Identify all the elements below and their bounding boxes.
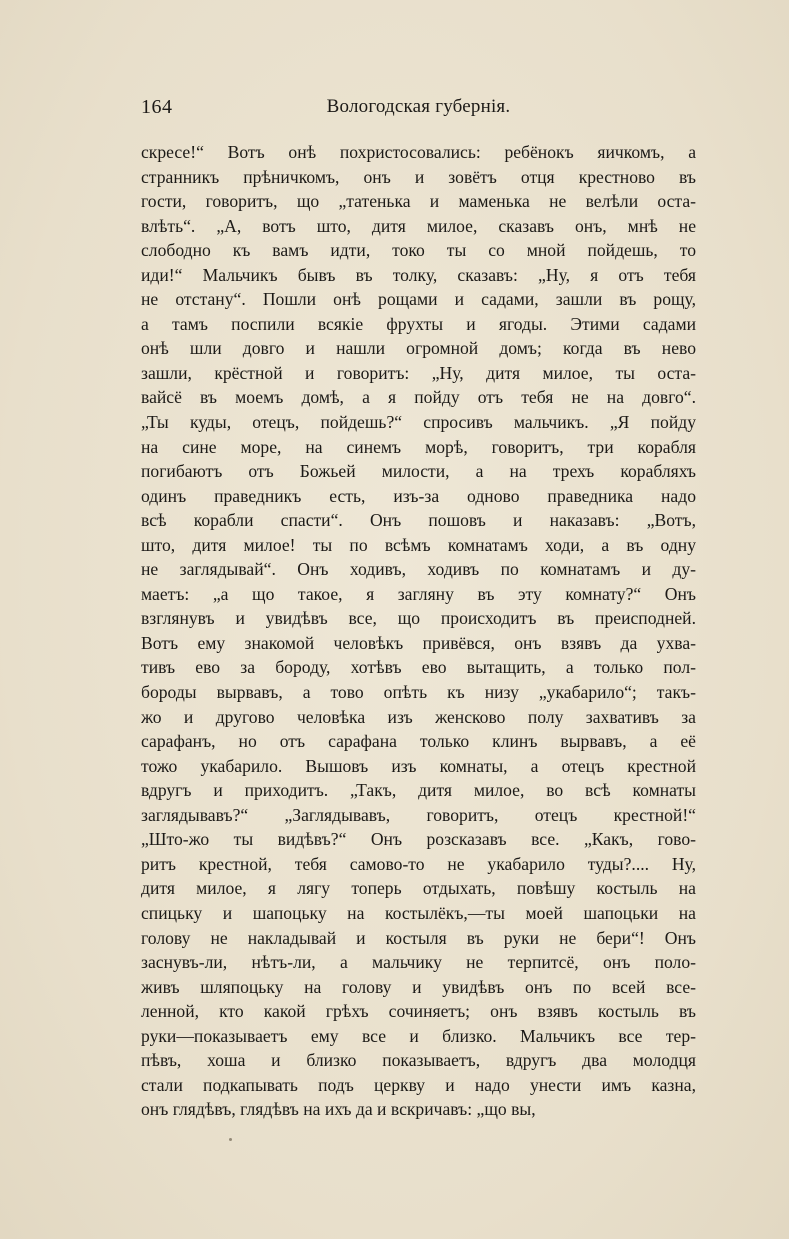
text-line: пѣвъ, хоша и близко показываетъ, вдругъ два молодця: [141, 1050, 696, 1071]
text-line: погибаютъ отъ Божьей милости, а на трехъ корабляхъ: [141, 461, 696, 482]
text-line: ритъ крестной, тебя самово-то не укабарило туды?.... Ну,: [141, 853, 696, 874]
text-line: маетъ: „а що такое, я загляну въ эту комнату?“ Онъ: [141, 583, 696, 604]
text-line: живъ шляпоцьку на голову и увидѣвъ онъ по всей все-: [141, 976, 696, 997]
text-line: вайсё въ моемъ домѣ, а я пойду отъ тебя не на довго“.: [141, 387, 696, 408]
text-line: Вотъ ему знакомой человѣкъ привёвся, онъ взявъ да ухва-: [141, 632, 696, 653]
text-line: на сине море, на синемъ морѣ, говоритъ, три корабля: [141, 436, 696, 457]
text-line: тивъ ево за бороду, хотѣвъ ево вытащить, а только пол-: [141, 657, 696, 678]
text-line: скресе!“ Вотъ онѣ похристосовались: ребёнокъ яичкомъ, а: [141, 142, 696, 162]
text-line: иди!“ Мальчикъ бывъ въ толку, сказавъ: „Ну, я отъ тебя: [141, 264, 696, 285]
text-line: дитя милое, я лягу топерь отдыхать, повѣшу костыль на: [141, 878, 696, 899]
text-line: слободно къ вамъ идти, токо ты со мной пойдешь, то: [141, 240, 696, 261]
text-line: зашли, крёстной и говоритъ: „Ну, дитя милое, ты оста-: [141, 362, 696, 383]
text-line: влѣть“. „А, вотъ што, дитя милое, сказавъ онъ, мнѣ не: [141, 215, 696, 236]
text-line: „Што-жо ты видѣвъ?“ Онъ розсказавъ все. „Какъ, гово-: [141, 829, 696, 850]
text-line: взглянувъ и увидѣвъ все, що происходитъ въ преисподней.: [141, 608, 696, 629]
text-line: заснувъ-ли, нѣтъ-ли, а мальчику не терпитсё, онъ поло-: [141, 952, 696, 973]
text-line: странникъ прѣничкомъ, онъ и зовётъ отця крестново въ: [141, 166, 696, 187]
text-line: што, дитя милое! ты по всѣмъ комнатамъ ходи, а въ одну: [141, 534, 696, 555]
text-line: спицьку и шапоцьку на костылёкъ,—ты моей шапоцьки на: [141, 902, 696, 923]
text-line: вдругъ и приходитъ. „Такъ, дитя милое, во всѣ комнаты: [141, 780, 696, 801]
text-line: „Ты куды, отецъ, пойдешь?“ спросивъ мальчикъ. „Я пойду: [141, 412, 696, 433]
text-line: стали подкапывать подъ церкву и надо унести имъ казна,: [141, 1074, 696, 1095]
paper-speck: [229, 1138, 232, 1141]
text-line: онѣ шли довго и нашли огромной домъ; когда въ нево: [141, 338, 696, 359]
text-line: руки—показываетъ ему все и близко. Мальчикъ все тер-: [141, 1025, 696, 1046]
text-line: а тамъ поспили всякіе фрухты и ягоды. Этими садами: [141, 313, 696, 334]
text-line: не заглядывай“. Онъ ходивъ, ходивъ по комнатамъ и ду-: [141, 559, 696, 580]
text-line: жо и другово человѣка изъ женсково полу захвативъ за: [141, 706, 696, 727]
body-text: [141, 140, 696, 1122]
text-line: гости, говоритъ, що „татенька и маменька не велѣли оста-: [141, 191, 696, 212]
text-line: ленной, кто какой грѣхъ сочиняетъ; онъ взявъ костыль въ: [141, 1001, 696, 1022]
text-line: сарафанъ, но отъ сарафана только клинъ вырвавъ, а её: [141, 731, 696, 752]
text-line: тожо укабарило. Вышовъ изъ комнаты, а отецъ крестной: [141, 755, 696, 776]
text-line: всѣ корабли спасти“. Онъ пошовъ и наказавъ: „Вотъ,: [141, 510, 696, 531]
text-line: бороды вырвавъ, а тово опѣть къ низу „укабарило“; такъ-: [141, 682, 696, 703]
text-line: не отстану“. Пошли онѣ рощами и садами, зашли въ рощу,: [141, 289, 696, 310]
page-number: 164: [141, 96, 173, 118]
text-line: голову не накладывай и костыля въ руки не бери“! Онъ: [141, 927, 696, 948]
text-line: заглядывавъ?“ „Заглядывавъ, говоритъ, отецъ крестной!“: [141, 804, 696, 825]
page-header: [141, 96, 696, 126]
text-line: онъ глядѣвъ, глядѣвъ на ихъ да и вскричавъ: „що вы,: [141, 1099, 536, 1120]
text-line: одинъ праведникъ есть, изъ-за одново праведника надо: [141, 485, 696, 506]
running-title: Вологодская губернія.: [326, 96, 511, 117]
